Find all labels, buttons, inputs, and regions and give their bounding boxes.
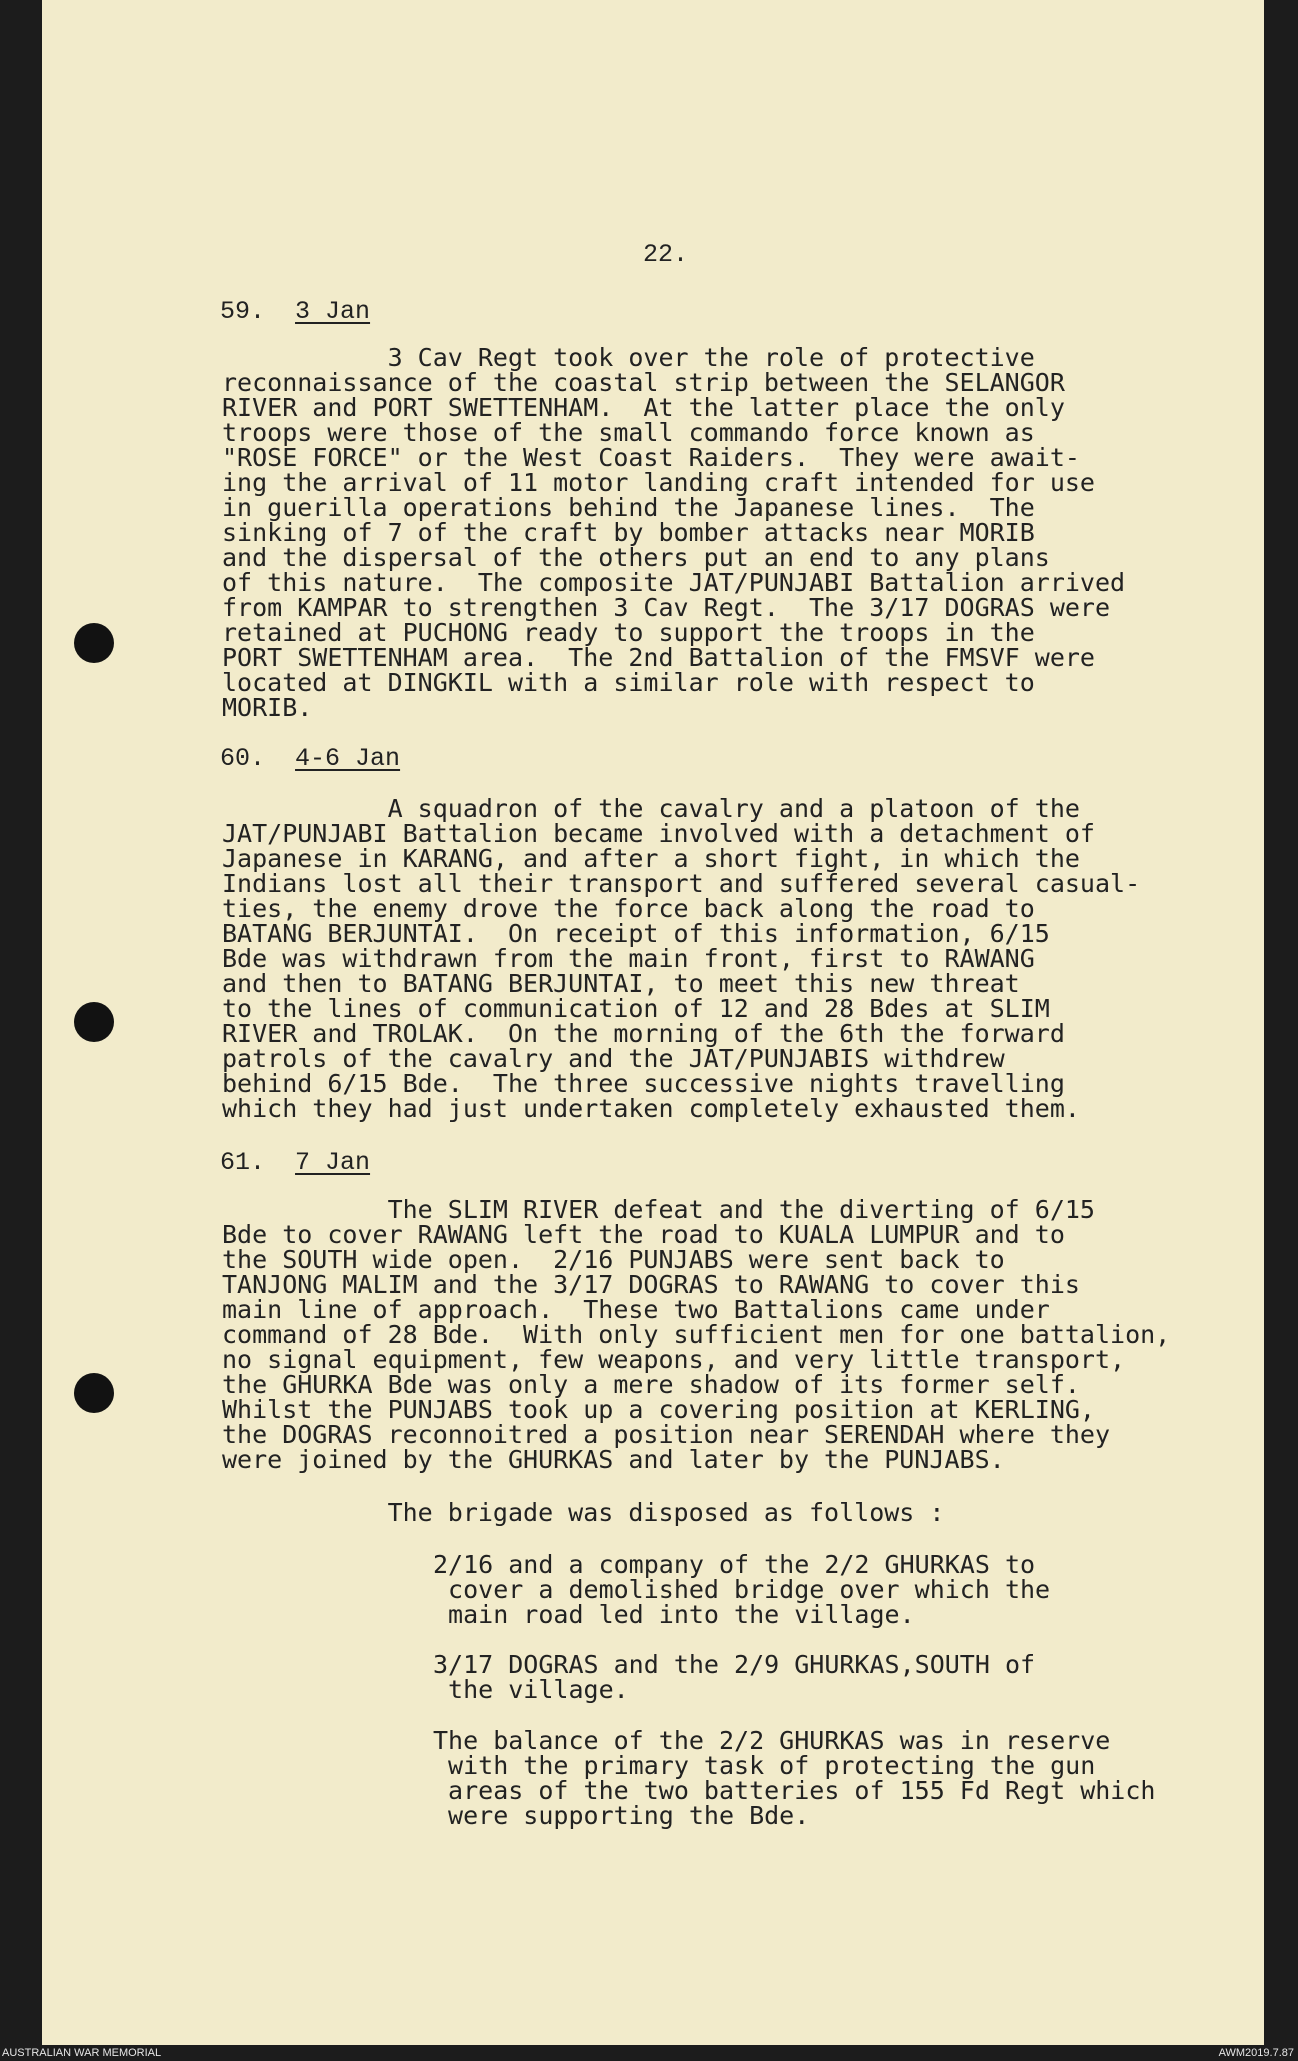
disposition-item-3: The balance of the 2/2 GHURKAS was in reserve with the primary task of protecting the gun areas of the two batteries of 155 Fd Regt which were supporting the Bde.	[433, 1726, 1156, 1830]
section-number: 61.	[220, 1148, 266, 1177]
footer-reference: AWM2019.7.87	[1218, 2047, 1294, 2059]
section-paragraph-61: The SLIM RIVER defeat and the diverting of 6/15 Bde to cover RAWANG left the road to KUALA LUMPUR and to the SOUTH wide open. 2/16 PUNJABS were sent back to TANJONG MALIM and the 3/17 DOGRAS to RAWANG to cover this main line of approach. These two Battalions came under command of 28 Bde. With only sufficient men for one battalion, no signal equipment, few weapons, and very little transport, the GHURKA Bde was only a mere shadow of its former self. Whilst the PUNJABS took up a covering position at KERLING, the DOGRAS reconnoitred a position near SERENDAH where they were joined by the GHURKAS and later by the PUNJABS.	[222, 1195, 1171, 1474]
section-date: 7 Jan	[295, 1148, 371, 1177]
section-paragraph-60: A squadron of the cavalry and a platoon of the JAT/PUNJABI Battalion became involved with a detachment of Japanese in KARANG, and after a short fight, in which the Indians lost all their transport and suffered several casual- ties, the enemy drove the force back along the road to BATANG BERJUNTAI. On receipt of this information, 6/15 Bde was withdrawn from the main front, first to RAWANG and then to BATANG BERJUNTAI, to meet this new threat to the lines of communication of 12 and 28 Bdes at SLIM RIVER and TROLAK. On the morning of the 6th the forward patrols of the cavalry and the JAT/PUNJABIS withdrew behind 6/15 Bde. The three successive nights travelling which they had just undertaken completely exhausted them.	[222, 794, 1141, 1123]
section-number: 59.	[220, 297, 266, 326]
punch-hole-bottom	[74, 1373, 114, 1413]
section-number: 60.	[220, 744, 266, 773]
footer-archive-name: AUSTRALIAN WAR MEMORIAL	[2, 2047, 162, 2059]
section-heading-60	[220, 746, 400, 771]
punch-hole-middle	[74, 1002, 114, 1042]
disposition-item-1: 2/16 and a company of the 2/2 GHURKAS to cover a demolished bridge over which the main road led into the village.	[433, 1550, 1051, 1629]
disposition-intro: The brigade was disposed as follows :	[222, 1498, 945, 1527]
section-date: 3 Jan	[295, 297, 371, 326]
section-heading-59	[220, 299, 370, 324]
punch-hole-top	[74, 623, 114, 663]
section-paragraph-59: 3 Cav Regt took over the role of protective reconnaissance of the coastal strip between the SELANGOR RIVER and PORT SWETTENHAM. At the latter place the only troops were those of the small commando force known as "ROSE FORCE" or the West Coast Raiders. They were await- ing the arrival of 11 motor landing craft intended for use in guerilla operations behind the Japanese lines. The sinking of 7 of the craft by bomber attacks near MORIB and the dispersal of the others put an end to any plans of this nature. The composite JAT/PUNJABI Battalion arrived from KAMPAR to strengthen 3 Cav Regt. The 3/17 DOGRAS were retained at PUCHONG ready to support the troops in the PORT SWETTENHAM area. The 2nd Battalion of the FMSVF were located at DINGKIL with a similar role with respect to MORIB.	[222, 343, 1126, 722]
section-heading-61	[220, 1150, 370, 1175]
section-date: 4-6 Jan	[295, 744, 401, 773]
disposition-item-2: 3/17 DOGRAS and the 2/9 GHURKAS,SOUTH of the village.	[433, 1650, 1036, 1704]
page-number: 22.	[643, 240, 689, 269]
